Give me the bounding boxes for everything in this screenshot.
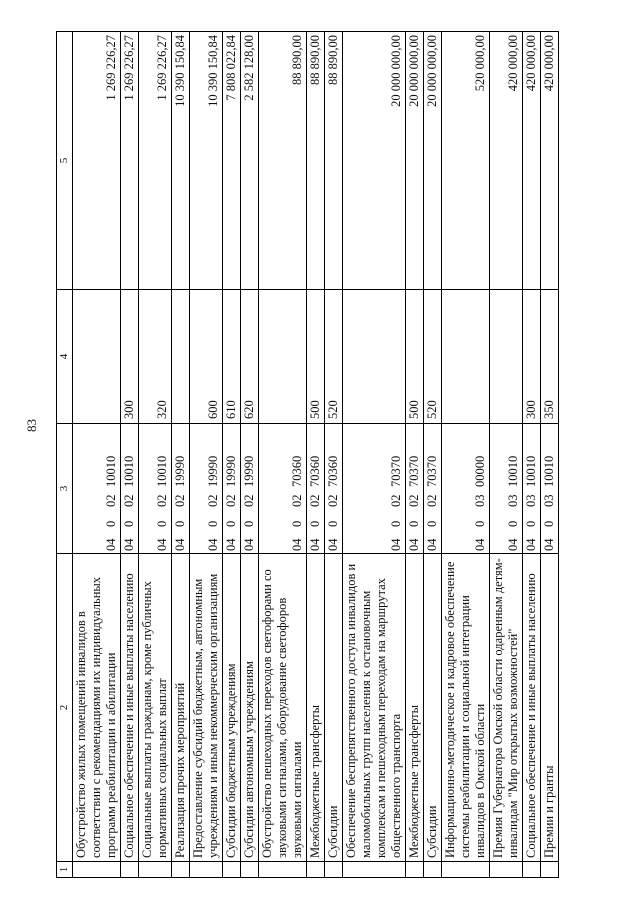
row-name: Социальное обеспечение и иные выплаты населению [121, 554, 139, 862]
row-name: Субсидии [424, 554, 442, 862]
row-sum: 10 390 150,84 [172, 32, 190, 290]
empty-cell [121, 862, 139, 878]
page-number: 83 [24, 419, 39, 432]
empty-cell [442, 862, 490, 878]
row-sum: 20 000 000,00 [406, 32, 424, 290]
row-code [325, 424, 343, 554]
budget-table-body [57, 32, 559, 878]
row-code [73, 424, 121, 554]
row-expense-type [343, 290, 406, 424]
row-code [442, 424, 490, 554]
row-sum: 7 808 022,84 [223, 32, 241, 290]
row-expense-type: 610 [223, 290, 241, 424]
code-part: 0 [173, 520, 187, 527]
table-row [259, 32, 307, 878]
code-part: 02 [389, 494, 403, 507]
row-expense-type: 350 [541, 290, 559, 424]
code-part: 04 [326, 538, 340, 551]
code-part: 04 [290, 538, 304, 551]
code-part: 0 [407, 520, 421, 527]
code-part: 02 [242, 494, 256, 507]
row-name: Предоставление субсидий бюджетным, автономным учреждениям и иным некоммерческим организациям [190, 554, 223, 862]
code-part: 0 [326, 520, 340, 527]
row-name: Обустройство пешеходных переходов светофорами со звуковыми сигналами, оборудование светофоров звуковыми сигналами [259, 554, 307, 862]
empty-cell [424, 862, 442, 878]
row-sum: 2 582 128,00 [241, 32, 259, 290]
row-expense-type: 620 [241, 290, 259, 424]
table-row [139, 32, 172, 878]
code-part: 04 [173, 538, 187, 551]
code-part: 04 [224, 538, 238, 551]
code-part: 19990 [206, 455, 220, 487]
header-col-5: 5 [57, 32, 73, 290]
row-sum: 10 390 150,84 [190, 32, 223, 290]
row-expense-type [490, 290, 523, 424]
row-name: Премии и гранты [541, 554, 559, 862]
row-expense-type [442, 290, 490, 424]
code-part: 0 [308, 520, 322, 527]
code-part: 00000 [473, 455, 487, 487]
table-row [121, 32, 139, 878]
code-part: 0 [425, 520, 439, 527]
code-part: 0 [473, 520, 487, 527]
header-col-2: 2 [57, 554, 73, 862]
code-part: 10010 [506, 455, 520, 487]
row-name: Социальные выплаты гражданам, кроме публичных нормативных социальных выплат [139, 554, 172, 862]
code-part: 70360 [326, 455, 340, 487]
table-row [406, 32, 424, 878]
row-sum: 420 000,00 [490, 32, 523, 290]
table-row [325, 32, 343, 878]
row-expense-type: 520 [325, 290, 343, 424]
row-code [139, 424, 172, 554]
row-name: Социальное обеспечение и иные выплаты населению [523, 554, 541, 862]
code-part: 10010 [104, 455, 118, 487]
code-part: 0 [224, 520, 238, 527]
row-expense-type: 500 [307, 290, 325, 424]
table-row [442, 32, 490, 878]
row-sum: 1 269 226,27 [73, 32, 121, 290]
row-expense-type: 320 [139, 290, 172, 424]
row-sum: 420 000,00 [541, 32, 559, 290]
code-part: 02 [326, 494, 340, 507]
code-part: 04 [407, 538, 421, 551]
row-code [406, 424, 424, 554]
row-expense-type [172, 290, 190, 424]
code-part: 04 [542, 538, 556, 551]
code-part: 04 [506, 538, 520, 551]
row-sum: 88 890,00 [307, 32, 325, 290]
row-code [223, 424, 241, 554]
rotated-page [56, 32, 614, 878]
code-part: 04 [389, 538, 403, 551]
row-expense-type: 600 [190, 290, 223, 424]
row-sum: 88 890,00 [259, 32, 307, 290]
code-part: 70370 [407, 455, 421, 487]
code-part: 04 [308, 538, 322, 551]
row-name: Межбюджетные трансферты [406, 554, 424, 862]
empty-cell [190, 862, 223, 878]
row-code [523, 424, 541, 554]
budget-table [56, 31, 559, 878]
row-code [121, 424, 139, 554]
table-row [541, 32, 559, 878]
table-row [523, 32, 541, 878]
row-code [490, 424, 523, 554]
code-part: 04 [473, 538, 487, 551]
header-col-3: 3 [57, 424, 73, 554]
table-row [223, 32, 241, 878]
code-part: 02 [173, 494, 187, 507]
code-part: 02 [206, 494, 220, 507]
table-row [190, 32, 223, 878]
code-part: 70370 [389, 455, 403, 487]
table-row [343, 32, 406, 878]
row-expense-type: 300 [523, 290, 541, 424]
row-code [307, 424, 325, 554]
row-expense-type [259, 290, 307, 424]
empty-cell [343, 862, 406, 878]
row-name: Межбюджетные трансферты [307, 554, 325, 862]
table-row [490, 32, 523, 878]
row-expense-type: 300 [121, 290, 139, 424]
row-sum: 20 000 000,00 [343, 32, 406, 290]
row-code [424, 424, 442, 554]
code-part: 10010 [542, 455, 556, 487]
row-code [172, 424, 190, 554]
code-part: 0 [155, 520, 169, 527]
code-part: 0 [542, 520, 556, 527]
code-part: 70360 [308, 455, 322, 487]
code-part: 02 [155, 494, 169, 507]
row-code [241, 424, 259, 554]
row-sum: 1 269 226,27 [139, 32, 172, 290]
code-part: 02 [425, 494, 439, 507]
row-sum: 20 000 000,00 [424, 32, 442, 290]
table-row [172, 32, 190, 878]
empty-cell [259, 862, 307, 878]
row-code [343, 424, 406, 554]
code-part: 0 [242, 520, 256, 527]
row-sum: 1 269 226,27 [121, 32, 139, 290]
code-part: 10010 [155, 455, 169, 487]
code-part: 0 [389, 520, 403, 527]
code-part: 02 [122, 494, 136, 507]
empty-cell [307, 862, 325, 878]
row-name: Обеспечение беспрепятственного доступа инвалидов и маломобильных групп населения к остановочным комплексам и пешеходным переходам на маршрутах общественного транспорта [343, 554, 406, 862]
code-part: 19990 [173, 455, 187, 487]
empty-cell [172, 862, 190, 878]
code-part: 03 [542, 494, 556, 507]
empty-cell [325, 862, 343, 878]
code-part: 0 [206, 520, 220, 527]
empty-cell [406, 862, 424, 878]
code-part: 04 [206, 538, 220, 551]
empty-cell [223, 862, 241, 878]
code-part: 02 [308, 494, 322, 507]
table-row [241, 32, 259, 878]
row-code [541, 424, 559, 554]
code-part: 02 [290, 494, 304, 507]
empty-cell [73, 862, 121, 878]
row-name: Информационно-методическое и кадровое обеспечение системы реабилитации и социальной интеграции инвалидов в Омской области [442, 554, 490, 862]
code-part: 10010 [122, 455, 136, 487]
empty-cell [490, 862, 523, 878]
row-name: Премия Губернатора Омской области одаренным детям-инвалидам "Мир открытых возможностей" [490, 554, 523, 862]
code-part: 70370 [425, 455, 439, 487]
code-part: 0 [104, 520, 118, 527]
code-part: 02 [407, 494, 421, 507]
table-row [424, 32, 442, 878]
code-part: 0 [524, 520, 538, 527]
row-expense-type [73, 290, 121, 424]
code-part: 19990 [224, 455, 238, 487]
row-name: Субсидии бюджетным учреждениям [223, 554, 241, 862]
code-part: 02 [104, 494, 118, 507]
row-sum: 88 890,00 [325, 32, 343, 290]
row-name: Субсидии автономным учреждениям [241, 554, 259, 862]
row-code [259, 424, 307, 554]
row-expense-type: 500 [406, 290, 424, 424]
row-expense-type: 520 [424, 290, 442, 424]
empty-cell [523, 862, 541, 878]
code-part: 70360 [290, 455, 304, 487]
code-part: 03 [473, 494, 487, 507]
code-part: 10010 [524, 455, 538, 487]
code-part: 02 [224, 494, 238, 507]
empty-cell [241, 862, 259, 878]
code-part: 0 [290, 520, 304, 527]
row-code [190, 424, 223, 554]
code-part: 04 [425, 538, 439, 551]
code-part: 0 [506, 520, 520, 527]
code-part: 04 [122, 538, 136, 551]
code-part: 04 [155, 538, 169, 551]
row-sum: 520 000,00 [442, 32, 490, 290]
table-row [73, 32, 121, 878]
empty-cell [541, 862, 559, 878]
row-name: Реализация прочих мероприятий [172, 554, 190, 862]
table-row [307, 32, 325, 878]
code-part: 04 [104, 538, 118, 551]
row-name: Субсидии [325, 554, 343, 862]
code-part: 04 [242, 538, 256, 551]
row-name: Обустройство жилых помещений инвалидов в соответствии с рекомендациями их индивидуальных программ реабилитации и абилитации [73, 554, 121, 862]
code-part: 04 [524, 538, 538, 551]
header-row [57, 32, 73, 878]
header-col-4: 4 [57, 290, 73, 424]
empty-cell [139, 862, 172, 878]
code-part: 03 [524, 494, 538, 507]
code-part: 0 [122, 520, 136, 527]
row-sum: 420 000,00 [523, 32, 541, 290]
code-part: 19990 [242, 455, 256, 487]
header-col-1: 1 [57, 862, 73, 878]
code-part: 03 [506, 494, 520, 507]
